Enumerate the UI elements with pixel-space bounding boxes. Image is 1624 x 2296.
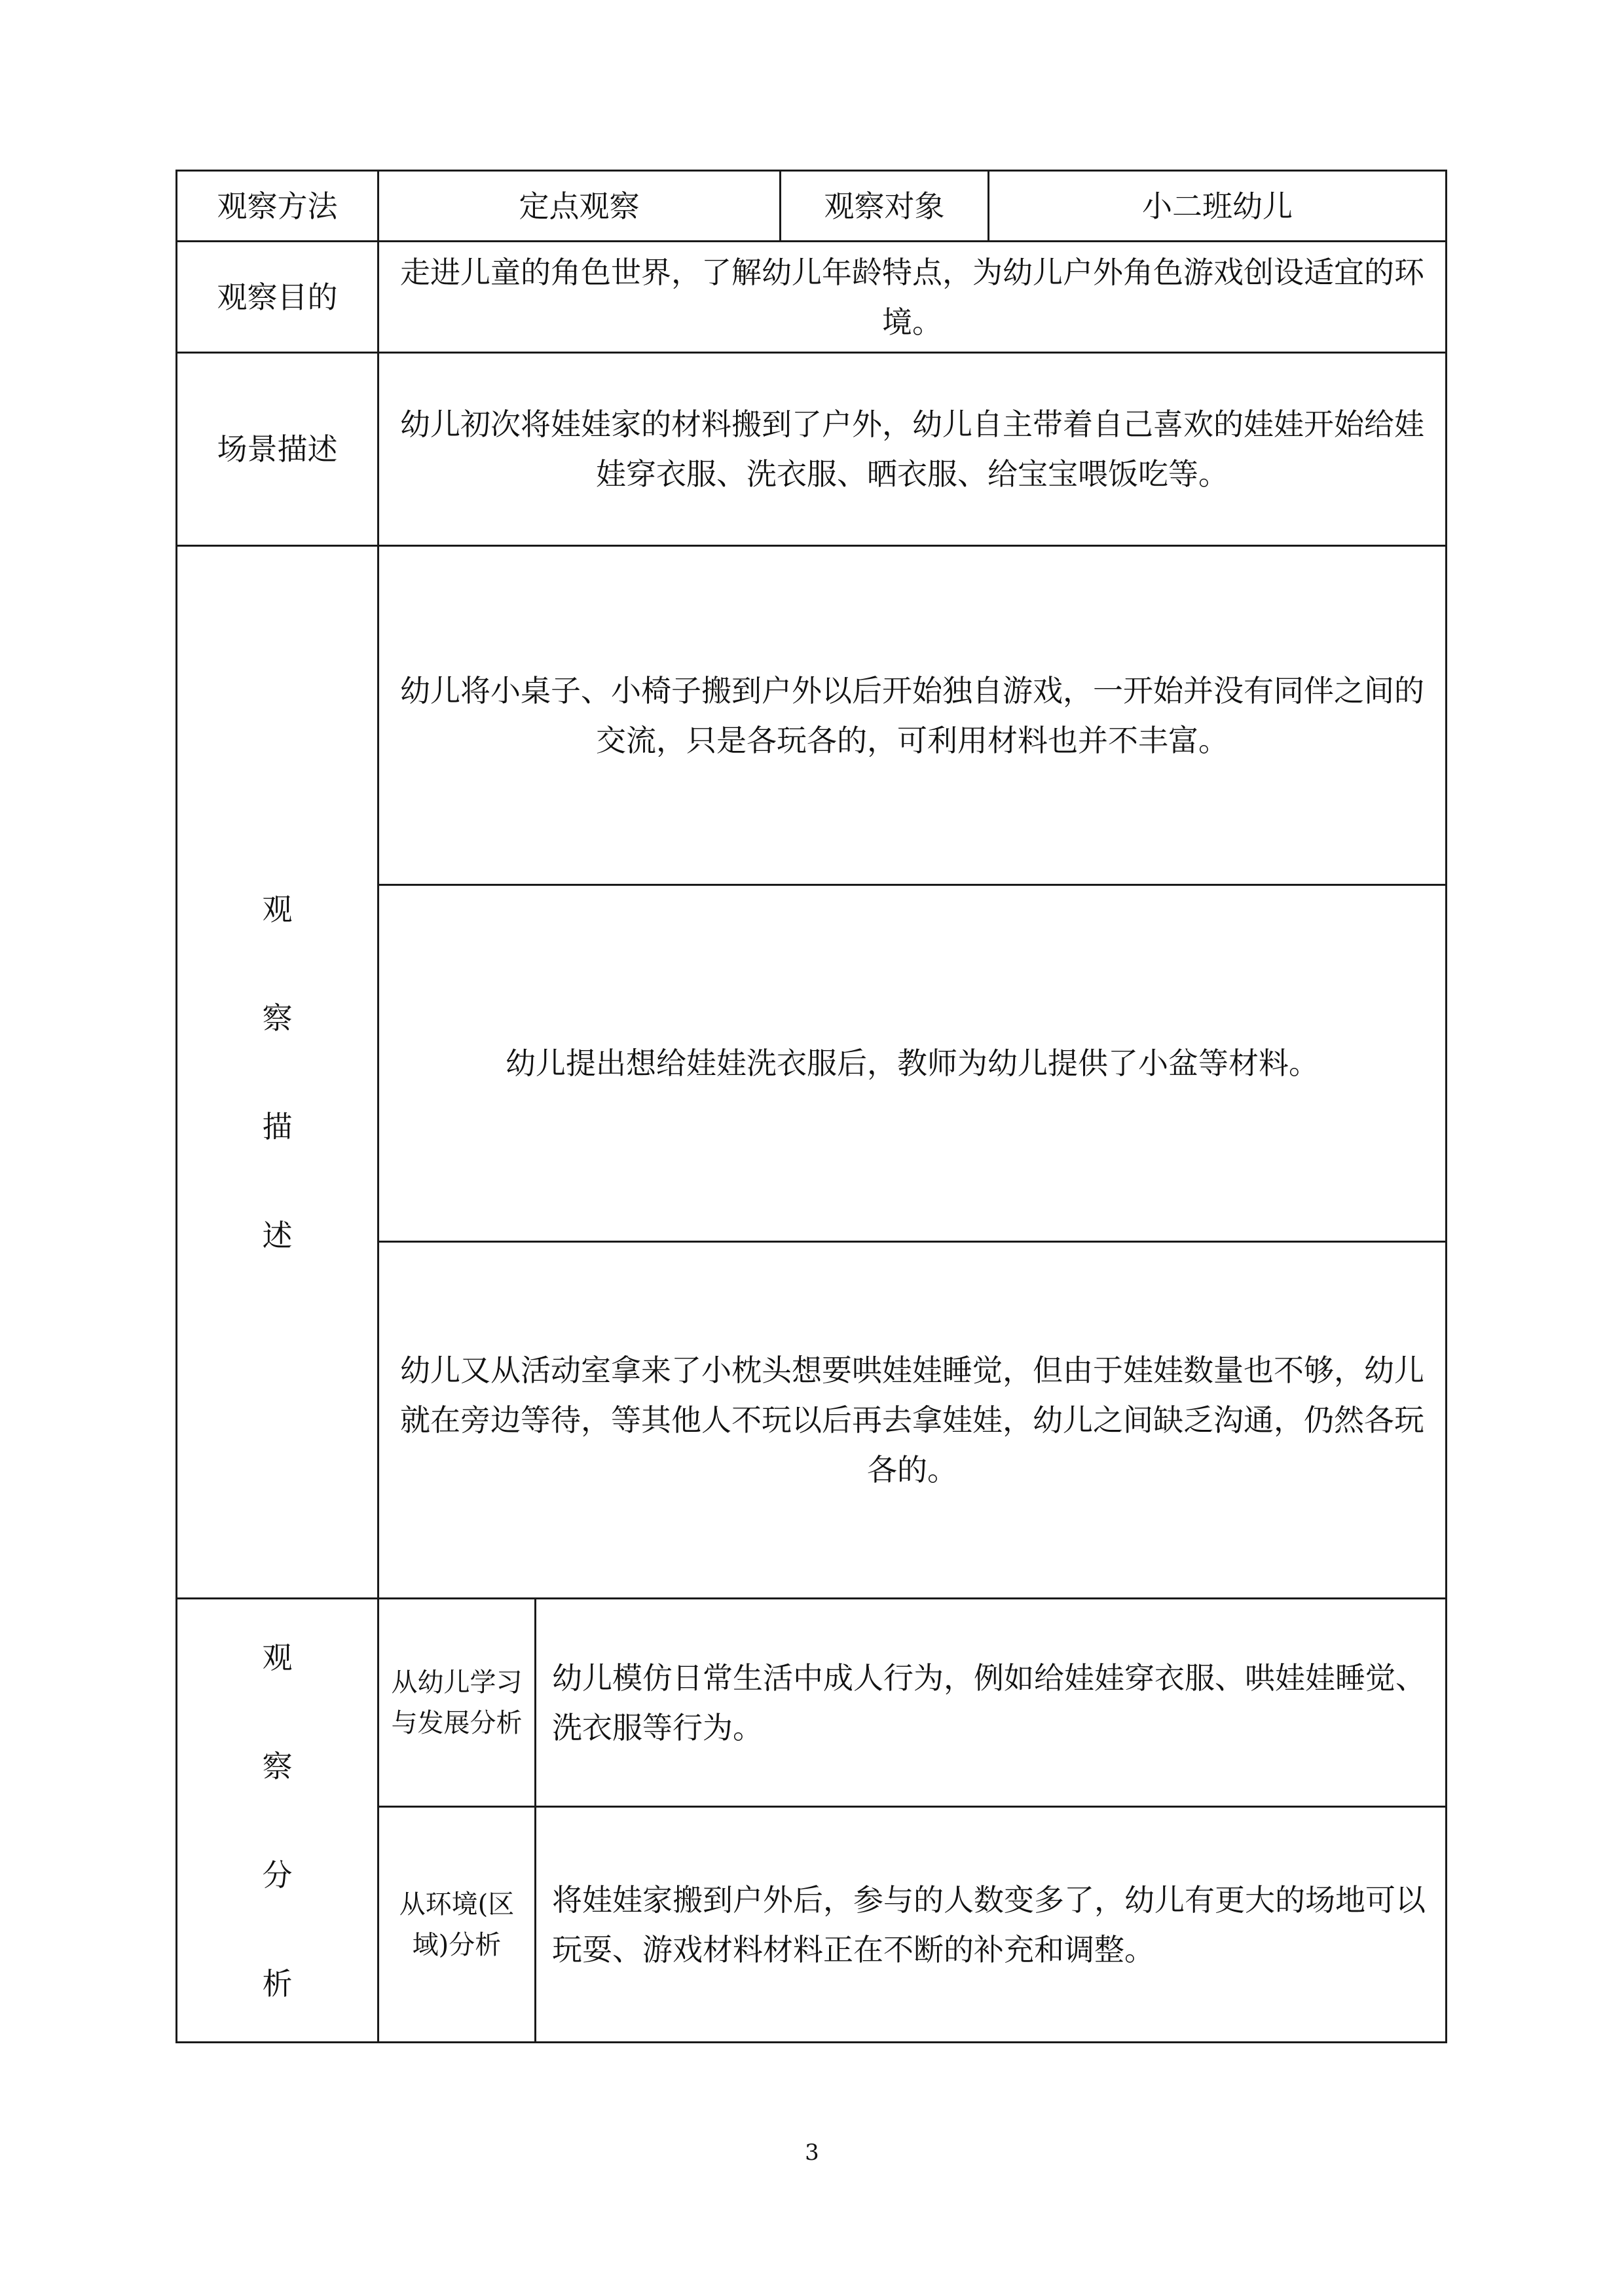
analysis-label-char: 察 [262, 1748, 293, 1784]
analysis-row-development [177, 1599, 1447, 1807]
scene-cell [378, 353, 1447, 546]
scene-label: 场景描述 [177, 353, 378, 546]
purpose-text: 走进儿童的角色世界，了解幼儿年龄特点，为幼儿户外角色游戏创设适宜的环境。 [400, 254, 1424, 340]
observation-vertical-label [177, 884, 377, 1260]
scene-text: 幼儿初次将娃娃家的材料搬到了户外，幼儿自主带着自己喜欢的娃娃开始给娃娃穿衣服、洗衣服、晒衣服、给宝宝喂饭吃等。 [400, 407, 1424, 492]
environment-analysis-label: 从环境(区域)分析 [399, 1889, 515, 1960]
scene-row [177, 353, 1447, 546]
development-analysis-text: 幼儿模仿日常生活中成人行为，例如给娃娃穿衣服、哄娃娃睡觉、洗衣服等行为。 [552, 1660, 1426, 1745]
observation-entry-2: 幼儿提出想给娃娃洗衣服后，教师为幼儿提供了小盆等材料。 [506, 1046, 1319, 1081]
environment-text-cell [536, 1807, 1447, 2043]
environment-label-cell [378, 1807, 536, 2043]
observation-entry-cell [378, 885, 1447, 1242]
analysis-label-char: 分 [262, 1857, 293, 1893]
observation-label-char: 述 [262, 1217, 293, 1253]
purpose-row [177, 242, 1447, 353]
observation-label-cell [177, 546, 378, 1599]
observation-entry-cell [378, 1242, 1447, 1599]
page-number: 3 [805, 2140, 819, 2166]
analysis-label-cell [177, 1599, 378, 2043]
observation-entry-cell [378, 546, 1447, 885]
analysis-label-char: 析 [262, 1965, 293, 2001]
observation-label-char: 描 [262, 1108, 293, 1144]
development-analysis-label: 从幼儿学习与发展分析 [391, 1667, 523, 1738]
purpose-label: 观察目的 [177, 242, 378, 353]
observation-label-char: 察 [262, 1000, 293, 1036]
observation-record-table [175, 170, 1447, 2043]
purpose-cell [378, 242, 1447, 353]
observation-row-1 [177, 546, 1447, 885]
analysis-vertical-label [177, 1633, 377, 2009]
development-label-cell [378, 1599, 536, 1807]
environment-analysis-text: 将娃娃家搬到户外后，参与的人数变多了，幼儿有更大的场地可以玩耍、游戏材料材料正在不断的补充和调整。 [552, 1882, 1426, 1967]
method-row [177, 171, 1447, 242]
observation-label-char: 观 [262, 891, 293, 927]
observation-entry-3: 幼儿又从活动室拿来了小枕头想要哄娃娃睡觉，但由于娃娃数量也不够，幼儿就在旁边等待，等其他人不玩以后再去拿娃娃，幼儿之间缺乏沟通，仍然各玩各的。 [400, 1353, 1424, 1487]
method-value: 定点观察 [378, 171, 781, 242]
target-value: 小二班幼儿 [989, 171, 1447, 242]
development-text-cell [536, 1599, 1447, 1807]
analysis-label-char: 观 [262, 1639, 293, 1675]
target-label: 观察对象 [781, 171, 989, 242]
observation-entry-1: 幼儿将小桌子、小椅子搬到户外以后开始独自游戏，一开始并没有同伴之间的交流，只是各玩各的，可利用材料也并不丰富。 [400, 672, 1424, 758]
method-label: 观察方法 [177, 171, 378, 242]
